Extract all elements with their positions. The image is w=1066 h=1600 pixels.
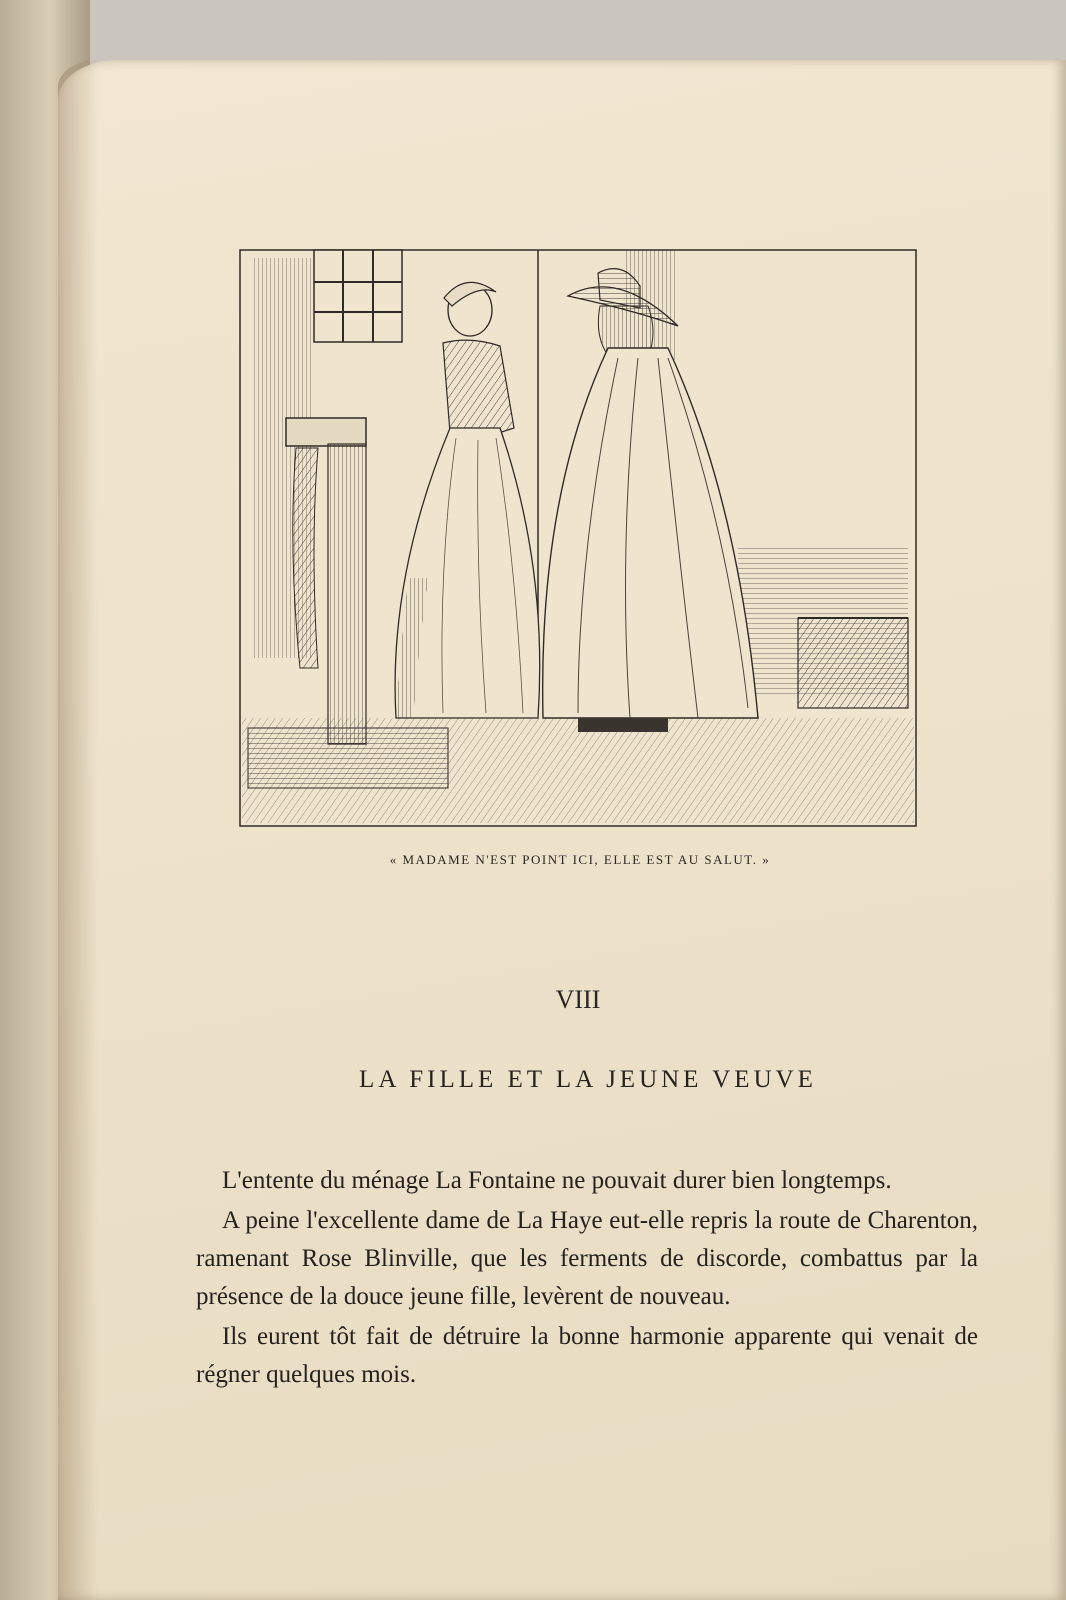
illustration-caption: « MADAME N'EST POINT ICI, ELLE EST AU SALUT. » <box>389 852 771 867</box>
bench <box>798 618 908 708</box>
window <box>314 250 402 342</box>
paragraph: Ils eurent tôt fait de détruire la bonne harmonie apparente qui venait de régner quelques mois. <box>196 1323 978 1388</box>
chapter-body <box>196 1162 978 1396</box>
chapter-number: VIII <box>555 985 601 1014</box>
page-gutter-shadow <box>58 60 98 1600</box>
chapter-title: LA FILLE ET LA JEUNE VEUVE <box>359 1066 817 1093</box>
engraving-illustration <box>238 248 918 828</box>
paragraph: L'entente du ménage La Fontaine ne pouvait durer bien longtemps. <box>222 1167 892 1194</box>
paragraph: A peine l'excellente dame de La Haye eut-elle repris la route de Charenton, ramenant Rose Blinville, que les ferments de discorde, combattus par la présence de la douce jeune fille, levèrent de nouveau. <box>196 1207 978 1310</box>
